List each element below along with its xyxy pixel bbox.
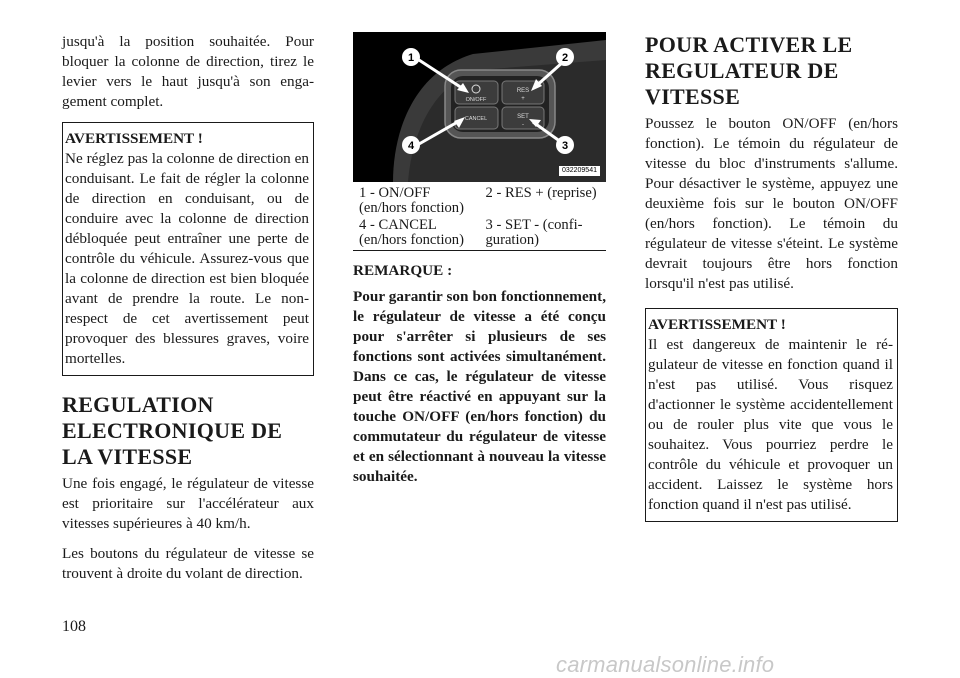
figure-legend-table: [353, 186, 606, 251]
watermark: carmanualsonline.info: [556, 652, 775, 677]
warning-title: AVERTISSEMENT !: [648, 316, 786, 333]
callout-1: 1: [407, 52, 415, 64]
legend-row: [353, 218, 606, 251]
legend-item-1: 1 - ON/OFF (en/hors fonction): [359, 185, 464, 216]
warning-box-steering: [62, 122, 314, 376]
button-label-set: SET: [517, 114, 529, 120]
button-label-res-plus: +: [521, 96, 525, 102]
figure-image-code: 032209541: [559, 166, 600, 176]
right-column: [645, 32, 898, 538]
cruise-paragraph-2: Les boutons du régulateur de vitesse se trouvent à droite du volant de direction.: [62, 545, 314, 582]
cruise-control-switch-figure: [353, 32, 606, 182]
button-label-set-minus: -: [522, 122, 524, 128]
intro-paragraph: jusqu'à la position souhaitée. Pour bloquer la colonne de direction, tirez le levier vers le haut jusqu'à son engagement complet.: [62, 33, 314, 110]
warning-text: Il est dangereux de maintenir le régulateur de vitesse en fonction quand il n'est pas utilisé. Vous risquez d'actionner le système accidentellement ou de rouler plus vite que vous le souhaitez. Vous pourriez perdre le contrôle du véhicule et provoquer un accident. Laissez le système hors fonction quand il n'est pas utilisé.: [648, 336, 893, 513]
warning-text: Ne réglez pas la colonne de direction en conduisant. Le fait de régler la colonne de direction en conduisant, ou de conduire avec la colonne de direction débloquée peut entraîner une perte de contrôle du véhicule. Assurez-vous que la colonne de direction est bien bloquée avant de prendre la route. Le non-respect de cet avertissement peut provoquer des blessures graves, voire mortelles.: [65, 150, 309, 367]
button-label-on-off: ON/OFF: [465, 97, 487, 103]
middle-column: [353, 32, 606, 487]
steering-wheel-switch-illustration: [353, 32, 606, 182]
legend-item-2: 2 - RES + (reprise): [485, 185, 597, 201]
activate-paragraph: Poussez le bouton ON/OFF (en/hors fonction). Le témoin du régulateur de vitesse du bloc d'instruments s'allume. Pour désactiver le système, appuyez une deuxième fois sur le bouton ON/OFF (en/hors fonction). Le témoin du régulateur de vitesse s'éteint. Le système devrait toujours être hors fonction lorsqu'il n'est pas utilisé.: [645, 115, 898, 292]
left-column: [62, 32, 314, 594]
warning-title: AVERTISSEMENT !: [65, 130, 203, 147]
cruise-paragraph-1: Une fois engagé, le régulateur de vitesse est prioritaire sur l'accélérateur aux vitesses supérieures à 40 km/h.: [62, 475, 314, 532]
legend-item-3: 3 - SET - (configuration): [485, 217, 583, 248]
page-number: 108: [62, 618, 86, 635]
note-title: REMARQUE :: [353, 262, 453, 279]
callout-2: 2: [561, 52, 569, 64]
button-label-cancel: CANCEL: [464, 116, 488, 122]
callout-3: 3: [561, 140, 569, 152]
warning-box-cruise: [645, 308, 898, 522]
section-heading-activate: POUR ACTIVER LE REGULATEUR DE VITESSE: [645, 32, 853, 109]
button-label-res: RES: [516, 88, 530, 94]
legend-item-4: 4 - CANCEL (en/hors fonction): [359, 217, 464, 248]
section-heading-cruise-control: REGULATION ELECTRONIQUE DE LA VITESSE: [62, 392, 283, 469]
note-text: Pour garantir son bon fonctionnement, le régulateur de vitesse a été conçu pour s'arrêter si plusieurs de ses fonctions sont activées simultanément. Dans ce cas, le régulateur de vitesse peut être réactivé en appuyant sur la touche ON/OFF (en/hors fonction) du commutateur du régulateur de vitesse et en sélectionnant à nouveau la vitesse souhaitée.: [353, 288, 606, 485]
legend-row: [353, 186, 606, 218]
callout-4: 4: [407, 140, 415, 152]
